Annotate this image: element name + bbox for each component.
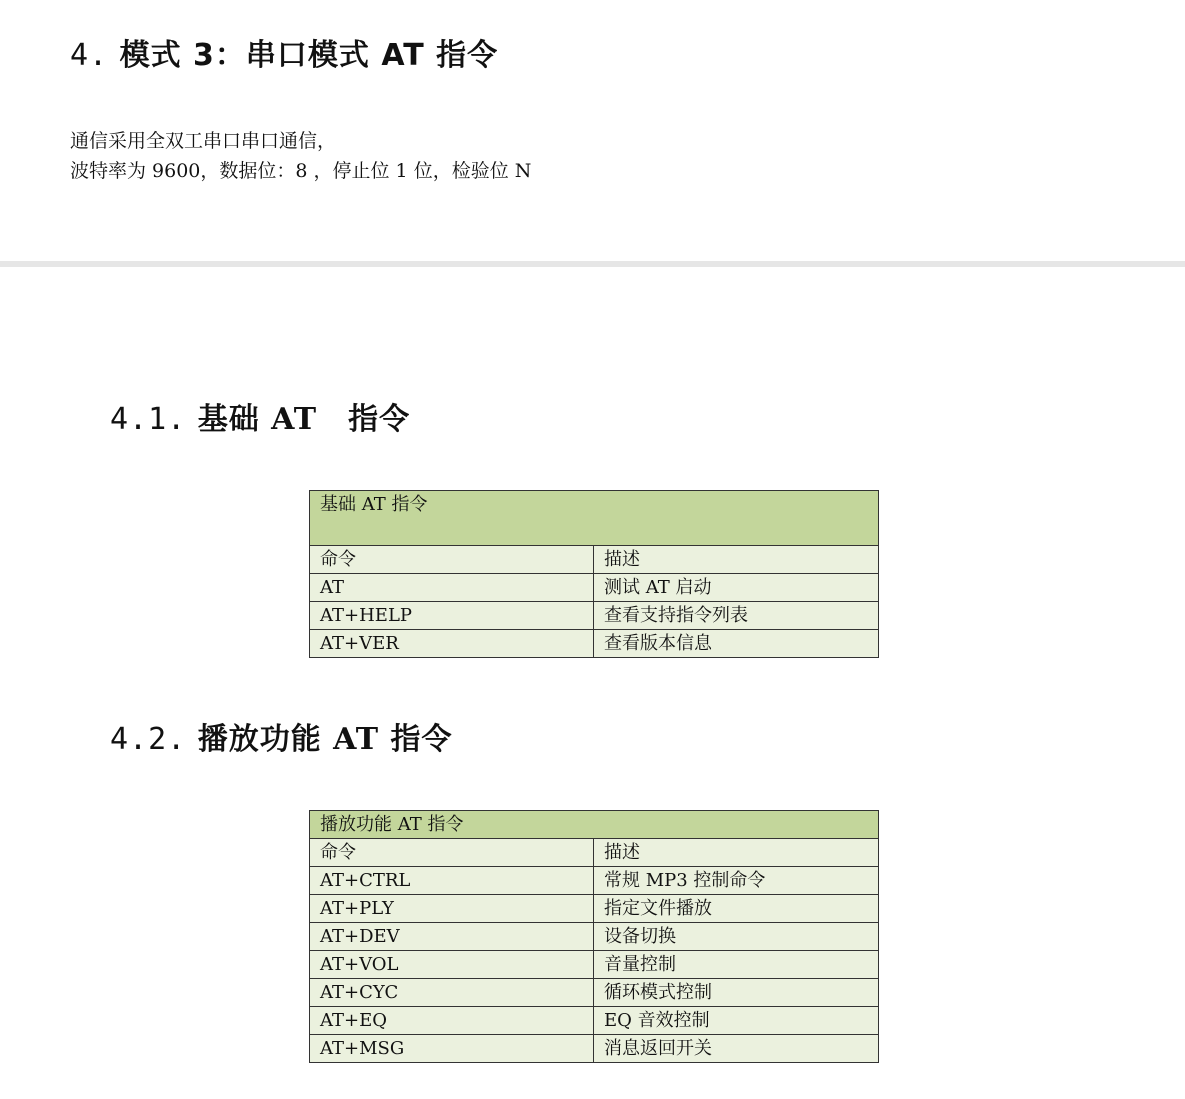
heading-number: 4.	[70, 38, 109, 73]
header-command: 命令	[310, 839, 594, 867]
table-row	[310, 951, 879, 979]
section2-number: 4.2.	[110, 722, 187, 757]
intro-line-1: 通信采用全双工串口串口通信，	[70, 130, 337, 152]
description-cell: EQ 音效控制	[594, 1007, 879, 1035]
table-caption: 播放功能 AT 指令	[310, 811, 879, 839]
command-cell: AT+VER	[310, 630, 594, 658]
description-cell: 查看支持指令列表	[594, 602, 879, 630]
header-description: 描述	[594, 546, 879, 574]
table-row	[310, 867, 879, 895]
command-cell: AT+CYC	[310, 979, 594, 1007]
playback-at-command-table	[309, 810, 879, 1063]
description-cell: 循环模式控制	[594, 979, 879, 1007]
command-cell: AT+DEV	[310, 923, 594, 951]
command-cell: AT+HELP	[310, 602, 594, 630]
header-command: 命令	[310, 546, 594, 574]
description-cell: 消息返回开关	[594, 1035, 879, 1063]
table-row	[310, 895, 879, 923]
intro-line-2: 波特率为 9600，数据位：8 ，停止位 1 位，检验位 N	[70, 160, 532, 182]
table-row	[310, 630, 879, 658]
command-cell: AT	[310, 574, 594, 602]
section-heading-4	[70, 30, 498, 74]
table-row	[310, 1007, 879, 1035]
basic-at-command-table	[309, 490, 879, 658]
table-row	[310, 1035, 879, 1063]
section1-title: 基础 AT 指令	[197, 402, 411, 437]
heading-text: 模式 3：串口模式 AT 指令	[119, 38, 499, 73]
command-cell: AT+CTRL	[310, 867, 594, 895]
description-cell: 查看版本信息	[594, 630, 879, 658]
description-cell: 指定文件播放	[594, 895, 879, 923]
table-row	[310, 574, 879, 602]
description-cell: 音量控制	[594, 951, 879, 979]
section2-title: 播放功能 AT 指令	[197, 722, 453, 757]
command-cell: AT+VOL	[310, 951, 594, 979]
description-cell: 常规 MP3 控制命令	[594, 867, 879, 895]
table-row	[310, 923, 879, 951]
intro-paragraph	[70, 126, 531, 186]
command-cell: AT+PLY	[310, 895, 594, 923]
command-cell: AT+EQ	[310, 1007, 594, 1035]
section-heading-4-2	[110, 714, 453, 758]
page-separator	[0, 261, 1185, 267]
description-cell: 测试 AT 启动	[594, 574, 879, 602]
description-cell: 设备切换	[594, 923, 879, 951]
section-heading-4-1	[110, 394, 410, 438]
command-cell: AT+MSG	[310, 1035, 594, 1063]
table-caption: 基础 AT 指令	[310, 491, 879, 546]
header-description: 描述	[594, 839, 879, 867]
section1-number: 4.1.	[110, 402, 187, 437]
table-row	[310, 602, 879, 630]
table-row	[310, 979, 879, 1007]
